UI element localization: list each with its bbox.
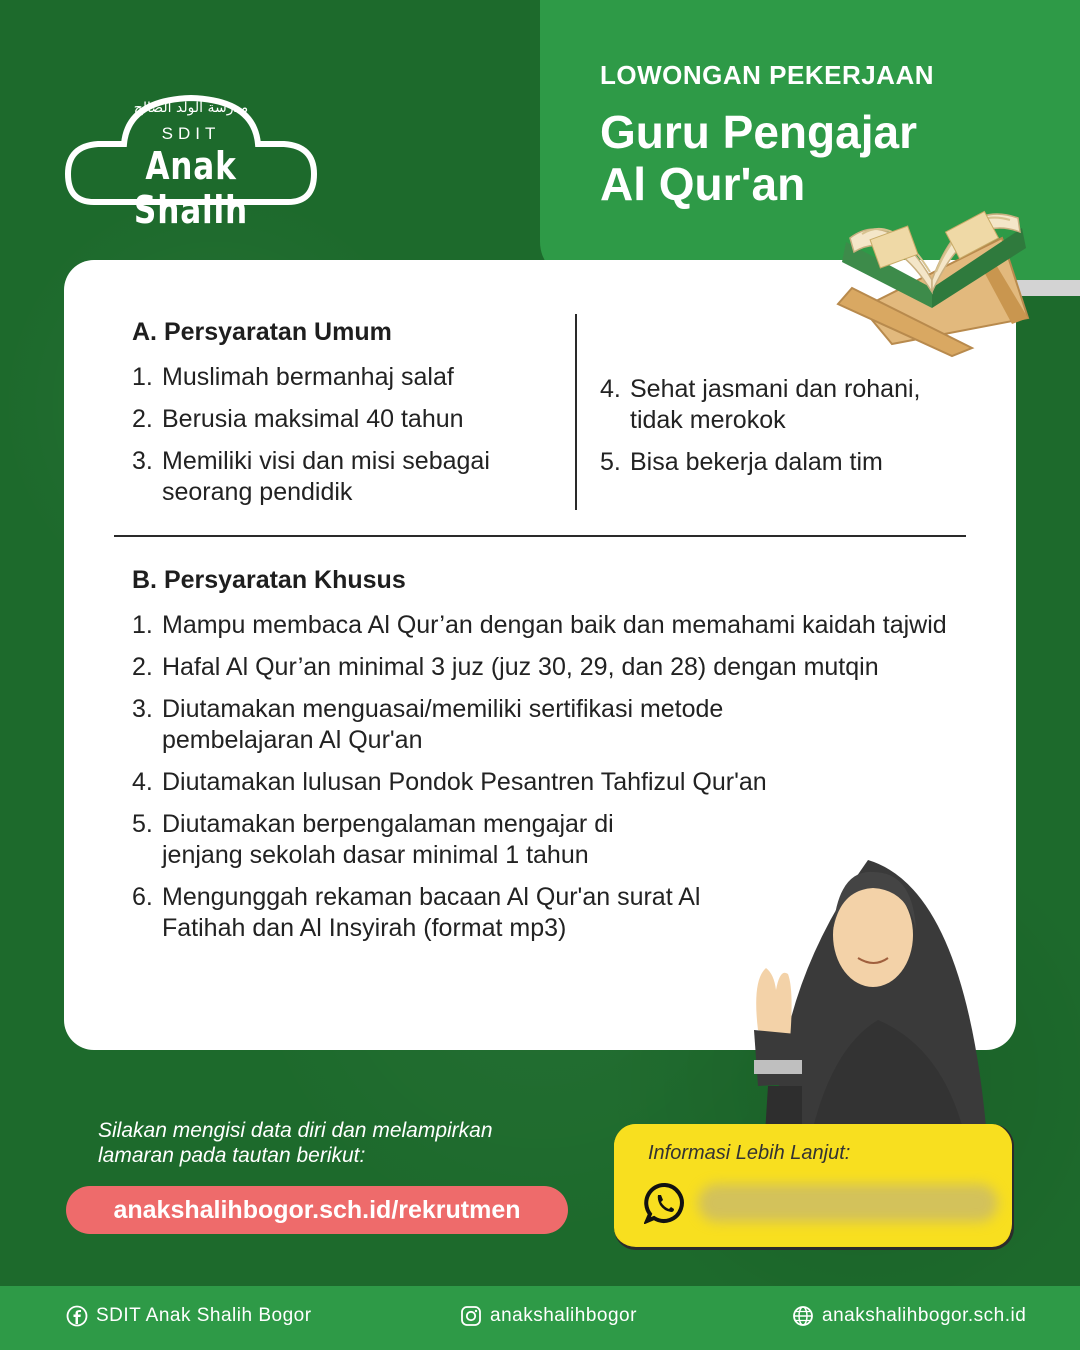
list-item: 3. Memiliki visi dan misi sebagai seorang pendidik <box>132 447 490 506</box>
cta-instruction-text: Silakan mengisi data diri dan melampirkan lamaran pada tautan berikut: <box>98 1119 493 1167</box>
instagram-icon <box>460 1305 482 1327</box>
school-logo <box>64 90 318 232</box>
info-label: Informasi Lebih Lanjut: <box>648 1142 851 1164</box>
list-item: 5. Diutamakan berpengalaman mengajar di jenjang sekolah dasar minimal 1 tahun <box>132 810 614 869</box>
footer-facebook[interactable] <box>66 1305 312 1327</box>
header-title-line1: Guru Pengajar <box>600 106 917 158</box>
quran-book-icon <box>832 168 1032 358</box>
footer-website-text: anakshalihbogor.sch.id <box>822 1305 1027 1326</box>
vertical-divider <box>575 314 577 510</box>
footer-facebook-text: SDIT Anak Shalih Bogor <box>96 1305 312 1326</box>
list-item: 4. Sehat jasmani dan rohani, tidak merokok <box>600 375 921 434</box>
section-a-list-left <box>132 362 552 519</box>
section-a-list-right <box>600 374 980 489</box>
hijab-girl-illustration-icon <box>718 850 1018 1150</box>
list-item: 5. Bisa bekerja dalam tim <box>600 448 883 476</box>
facebook-icon <box>66 1305 88 1327</box>
list-item: 6. Mengunggah rekaman bacaan Al Qur'an surat Al Fatihah dan Al Insyirah (format mp3) <box>132 883 701 942</box>
globe-icon <box>792 1305 814 1327</box>
horizontal-divider <box>114 535 966 537</box>
list-item: 3. Diutamakan menguasai/memiliki sertifikasi metode pembelajaran Al Qur'an <box>132 695 724 754</box>
list-item: 2. Hafal Al Qur’an minimal 3 juz (juz 30, 29, dan 28) dengan mutqin <box>132 653 879 681</box>
list-item: 4. Diutamakan lulusan Pondok Pesantren Tahfizul Qur'an <box>132 768 767 796</box>
logo-sub-text: SDIT <box>161 124 221 143</box>
section-a-title: A. Persyaratan Umum <box>132 318 392 346</box>
list-item: 2. Berusia maksimal 40 tahun <box>132 405 464 433</box>
footer-website[interactable] <box>792 1305 1026 1327</box>
whatsapp-icon[interactable] <box>644 1182 686 1224</box>
recruitment-link-button[interactable]: anakshalihbogor.sch.id/rekrutmen <box>66 1186 568 1234</box>
header-kicker: LOWONGAN PEKERJAAN <box>600 60 935 90</box>
phone-number-redacted <box>698 1184 998 1222</box>
section-b-title: B. Persyaratan Khusus <box>132 566 406 594</box>
footer-instagram-text: anakshalihbogor <box>490 1305 637 1326</box>
footer-instagram[interactable] <box>460 1305 637 1327</box>
list-item: 1. Muslimah bermanhaj salaf <box>132 363 454 391</box>
list-item: 1. Mampu membaca Al Qur’an dengan baik dan memahami kaidah tajwid <box>132 611 947 639</box>
header-title-line2: Al Qur'an <box>600 158 806 210</box>
logo-arabic-text: مدرسة الولد الصالح <box>133 100 249 116</box>
logo-name-text: Anak Shalih <box>133 144 249 232</box>
